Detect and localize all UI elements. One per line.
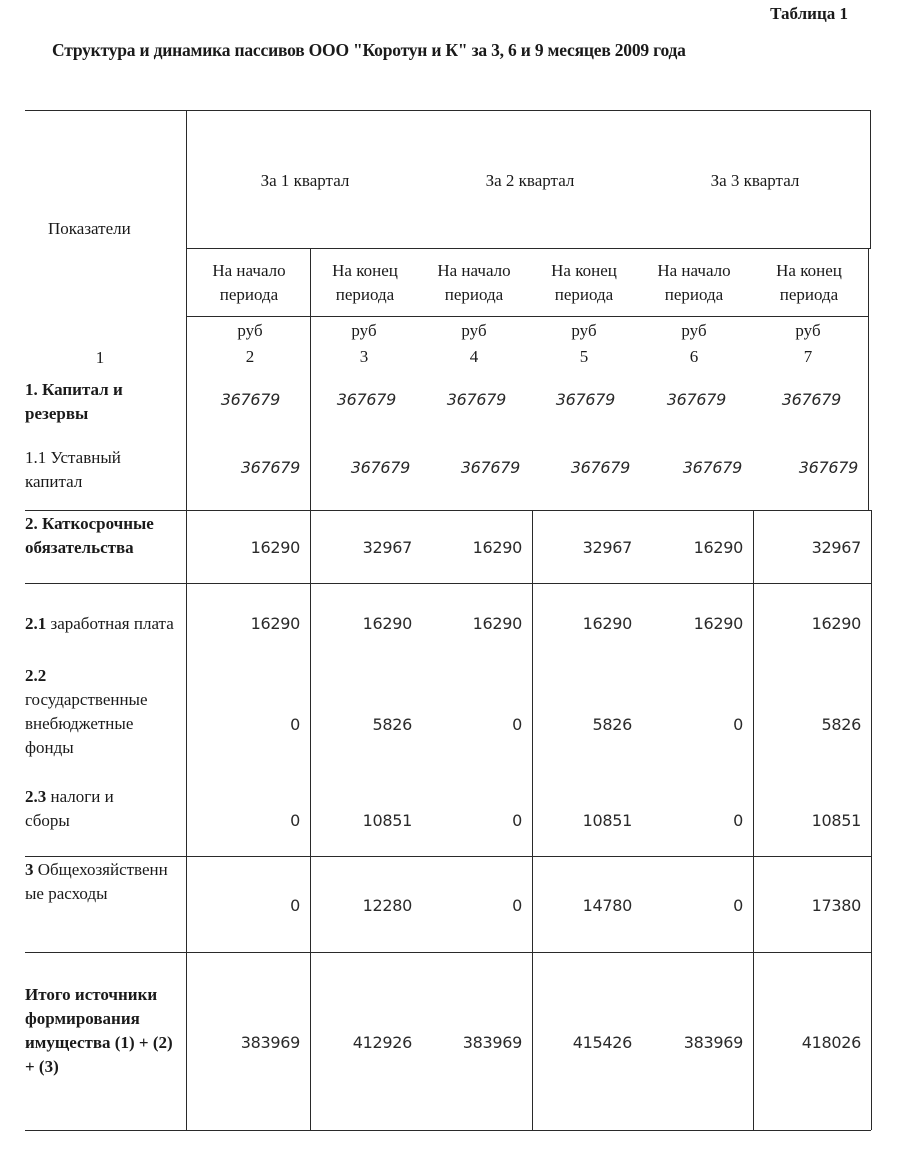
cell-value: 0: [733, 811, 743, 830]
row-label-wages: 2.1 заработная плата: [25, 614, 174, 633]
cell-value: 367679: [220, 390, 280, 409]
cell-value: 17380: [811, 896, 861, 915]
quarter-header-2: За 2 квартал: [485, 171, 575, 190]
cell-value: 367679: [446, 390, 506, 409]
unit-cell: руб 7: [795, 321, 821, 366]
unit-cell: руб 3: [351, 321, 377, 366]
table-right-border: [870, 110, 871, 248]
cell-value: 5826: [821, 715, 861, 734]
unit-cell: руб 4: [461, 321, 487, 366]
column-number: 1: [95, 348, 105, 367]
period-header: На конец периода: [776, 261, 842, 304]
unit-cell: руб 6: [681, 321, 707, 366]
cell-value: 367679: [350, 458, 410, 477]
cell-value: 367679: [570, 458, 630, 477]
column-border: [310, 248, 311, 1130]
cell-value: 16290: [472, 614, 522, 633]
cell-value-total: 415426: [572, 1033, 632, 1052]
cell-value: 10851: [811, 811, 861, 830]
unit-cell: руб 5: [571, 321, 597, 366]
column-border: [532, 510, 533, 1130]
cell-value: 367679: [666, 390, 726, 409]
cell-value: 367679: [682, 458, 742, 477]
period-header: На конец периода: [332, 261, 398, 304]
cell-value: 16290: [811, 614, 861, 633]
period-header: На начало периода: [212, 261, 286, 304]
cell-value: 0: [290, 715, 300, 734]
cell-value: 32967: [582, 538, 632, 557]
cell-value: 32967: [362, 538, 412, 557]
cell-value: 0: [512, 811, 522, 830]
cell-value-total: 383969: [462, 1033, 522, 1052]
cell-value-total: 418026: [801, 1033, 861, 1052]
cell-value: 12280: [362, 896, 412, 915]
cell-value: 367679: [781, 390, 841, 409]
row-label-overhead: 3 Общехозяйственные расходы: [25, 860, 168, 903]
cell-value: 367679: [555, 390, 615, 409]
cell-value: 5826: [372, 715, 412, 734]
cell-value: 16290: [250, 614, 300, 633]
unit-cell: руб 2: [237, 321, 263, 366]
cell-value: 32967: [811, 538, 861, 557]
table-bottom-border: [25, 1130, 871, 1131]
table-caption: Таблица 1: [770, 4, 848, 23]
column-border: [753, 510, 754, 1130]
row-border: [25, 952, 871, 953]
period-header: На конец периода: [551, 261, 617, 304]
cell-value: 16290: [472, 538, 522, 557]
row-label-taxes: 2.3 налоги и сборы: [25, 787, 114, 830]
period-header-bottom-border: [186, 316, 868, 317]
quarter-header-3: За 3 квартал: [710, 171, 800, 190]
quarter-header-bottom-border: [186, 248, 871, 249]
cell-value: 367679: [336, 390, 396, 409]
cell-value: 16290: [250, 538, 300, 557]
period-header: На начало периода: [657, 261, 731, 304]
table-top-border: [25, 110, 871, 111]
cell-value: 16290: [693, 538, 743, 557]
cell-value-total: 412926: [352, 1033, 412, 1052]
cell-value: 5826: [592, 715, 632, 734]
row-label-extra-budgetary-funds: 2.2 государственные внебюджетные фонды: [25, 666, 148, 757]
row-border: [25, 510, 871, 511]
cell-value: 14780: [582, 896, 632, 915]
cell-value: 16290: [693, 614, 743, 633]
cell-value-total: 383969: [683, 1033, 743, 1052]
row-label-short-term-liabilities: 2. Каткосрочные обязательства: [25, 514, 154, 557]
cell-value: 0: [733, 715, 743, 734]
cell-value: 0: [733, 896, 743, 915]
cell-value: 0: [290, 811, 300, 830]
document-title: Структура и динамика пассивов ООО "Коротун и К" за 3, 6 и 9 месяцев 2009 года: [52, 40, 686, 60]
cell-value: 367679: [798, 458, 858, 477]
row-label-total: Итого источники формирования имущества (1) + (2) + (3): [25, 985, 173, 1076]
cell-value: 16290: [582, 614, 632, 633]
row-border: [25, 856, 871, 857]
cell-value: 367679: [460, 458, 520, 477]
cell-value: 10851: [362, 811, 412, 830]
row-border: [25, 583, 871, 584]
row-label-capital: 1. Капитал и резервы: [25, 380, 123, 423]
cell-value: 16290: [362, 614, 412, 633]
cell-value: 367679: [240, 458, 300, 477]
cell-value: 0: [290, 896, 300, 915]
cell-value-total: 383969: [240, 1033, 300, 1052]
cell-value: 0: [512, 715, 522, 734]
quarter-header-1: За 1 квартал: [260, 171, 350, 190]
indicator-column-border: [186, 110, 187, 1130]
period-header: На начало периода: [437, 261, 511, 304]
row-label-charter-capital: 1.1 Уставный капитал: [25, 448, 121, 491]
indicators-header: Показатели: [48, 219, 131, 238]
table-right-border: [868, 248, 869, 510]
cell-value: 0: [512, 896, 522, 915]
table-right-border: [871, 510, 872, 1130]
cell-value: 10851: [582, 811, 632, 830]
